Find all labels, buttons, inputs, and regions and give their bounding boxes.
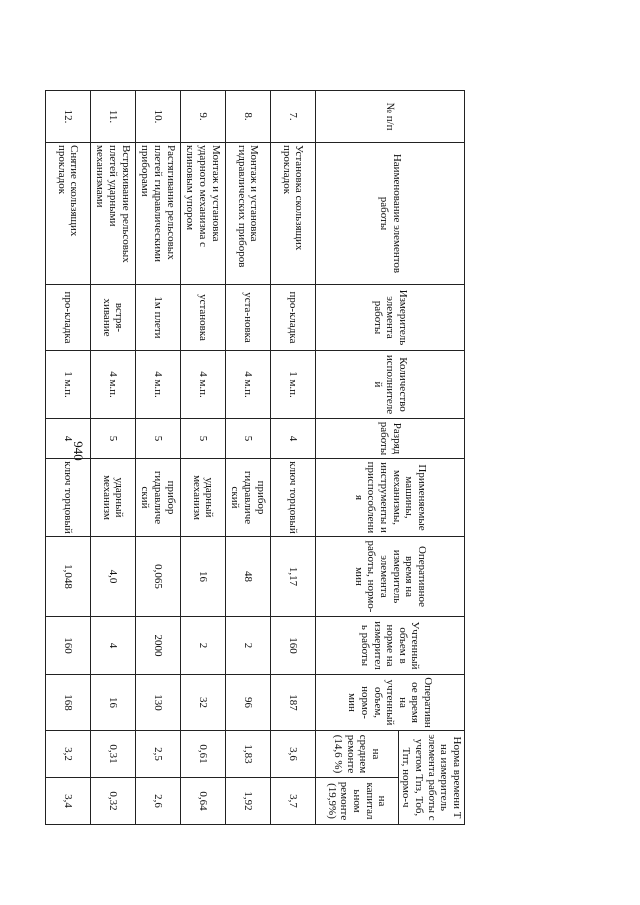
cell-grade: 5 — [135, 419, 180, 459]
cell-grade: 5 — [225, 419, 270, 459]
header-norm-volume: Учтенный объем в норме на измеритель работы — [315, 617, 464, 675]
table-row — [270, 91, 315, 825]
table-row — [225, 91, 270, 825]
cell-workers: 4 м.п. — [135, 351, 180, 419]
cell-num: 9. — [180, 91, 225, 143]
header-num: № п/п — [315, 91, 464, 143]
cell-name: Снятие скользящих прокладок — [45, 143, 90, 285]
cell-workers: 1 м.п. — [45, 351, 90, 419]
table-row — [90, 91, 135, 825]
cell-workers: 1 м.п. — [270, 351, 315, 419]
cell-op-time-meter: 0,065 — [135, 537, 180, 617]
cell-op-time-meter: 4,0 — [90, 537, 135, 617]
cell-meter: 1м плети — [135, 285, 180, 351]
cell-num: 11. — [90, 91, 135, 143]
cell-machines: прибор гидравличе ский — [135, 459, 180, 537]
cell-norm-volume: 4 — [90, 617, 135, 675]
cell-workers: 4 м.п. — [90, 351, 135, 419]
header-op-time-meter: Оперативное время на измеритель элемента работы, нормо-мин — [315, 537, 464, 617]
cell-workers: 4 м.п. — [180, 351, 225, 419]
table-row — [45, 91, 90, 825]
cell-op-time-volume: 130 — [135, 675, 180, 731]
header-workers: Количество исполнителей — [315, 351, 464, 419]
cell-norm-volume: 2 — [180, 617, 225, 675]
cell-machines: прибор гидравличе ский — [225, 459, 270, 537]
table-row — [135, 91, 180, 825]
cell-norm-mid: 2,5 — [135, 731, 180, 778]
header-grade: Разряд работы — [315, 419, 464, 459]
table-row — [180, 91, 225, 825]
cell-name: Монтаж и установка ударного механизма с клиновым упором — [180, 143, 225, 285]
cell-norm-mid: 1,83 — [225, 731, 270, 778]
norm-table — [45, 90, 465, 825]
cell-meter: встря-хивание — [90, 285, 135, 351]
cell-norm-volume: 2000 — [135, 617, 180, 675]
header-op-time-volume: Оперативное время на учтенный объем, нормо-мин — [315, 675, 464, 731]
cell-meter: про-кладка — [45, 285, 90, 351]
cell-name: Установка скользящих прокладок — [270, 143, 315, 285]
cell-num: 8. — [225, 91, 270, 143]
cell-op-time-meter: 16 — [180, 537, 225, 617]
cell-op-time-volume: 16 — [90, 675, 135, 731]
cell-norm-mid: 3,2 — [45, 731, 90, 778]
cell-grade: 4 — [45, 419, 90, 459]
cell-machines: ударный механизм — [90, 459, 135, 537]
cell-num: 10. — [135, 91, 180, 143]
cell-meter: установка — [180, 285, 225, 351]
cell-op-time-meter: 48 — [225, 537, 270, 617]
cell-machines: ключ торцовый — [45, 459, 90, 537]
cell-op-time-meter: 1,17 — [270, 537, 315, 617]
cell-norm-mid: 3,6 — [270, 731, 315, 778]
cell-op-time-volume: 187 — [270, 675, 315, 731]
header-machines: Применяемые машины, механизмы, инструменты и приспособления — [315, 459, 464, 537]
cell-machines: ударный механизм — [180, 459, 225, 537]
cell-num: 7. — [270, 91, 315, 143]
cell-norm-cap: 3,7 — [270, 778, 315, 825]
cell-norm-cap: 0,32 — [90, 778, 135, 825]
cell-norm-cap: 2,6 — [135, 778, 180, 825]
cell-op-time-meter: 1,048 — [45, 537, 90, 617]
header-name: Наименование элементов работы — [315, 143, 464, 285]
cell-machines: ключ торцовый — [270, 459, 315, 537]
cell-norm-mid: 0,31 — [90, 731, 135, 778]
header-norm-mid: на среднем ремонте (14,6 %) — [315, 731, 398, 778]
cell-norm-volume: 2 — [225, 617, 270, 675]
header-norm-cap: на капитальном ремонте (19,9%) — [315, 778, 398, 825]
page-number: 940 — [70, 441, 86, 461]
cell-workers: 4 м.п. — [225, 351, 270, 419]
cell-norm-cap: 1,92 — [225, 778, 270, 825]
header-meter: Измеритель элемента работы — [315, 285, 464, 351]
cell-meter: про-кладка — [270, 285, 315, 351]
cell-norm-volume: 160 — [45, 617, 90, 675]
cell-name: Монтаж и установка гидравлических приборов — [225, 143, 270, 285]
cell-name: Растягивание рельсовых плетей гидравлическими приборами — [135, 143, 180, 285]
cell-grade: 4 — [270, 419, 315, 459]
cell-grade: 5 — [180, 419, 225, 459]
cell-op-time-volume: 168 — [45, 675, 90, 731]
header-norm-time: Норма времени Т на измеритель элемента работы с учетом Тпз, Тоб, Тпт, нормо-ч — [398, 731, 464, 825]
cell-norm-cap: 3,4 — [45, 778, 90, 825]
cell-grade: 5 — [90, 419, 135, 459]
cell-norm-mid: 0,61 — [180, 731, 225, 778]
cell-op-time-volume: 32 — [180, 675, 225, 731]
cell-num: 12. — [45, 91, 90, 143]
cell-meter: уста-новка — [225, 285, 270, 351]
cell-op-time-volume: 96 — [225, 675, 270, 731]
cell-norm-volume: 160 — [270, 617, 315, 675]
cell-norm-cap: 0,64 — [180, 778, 225, 825]
cell-name: Встряхивание рельсовых плетей ударными механизмами — [90, 143, 135, 285]
